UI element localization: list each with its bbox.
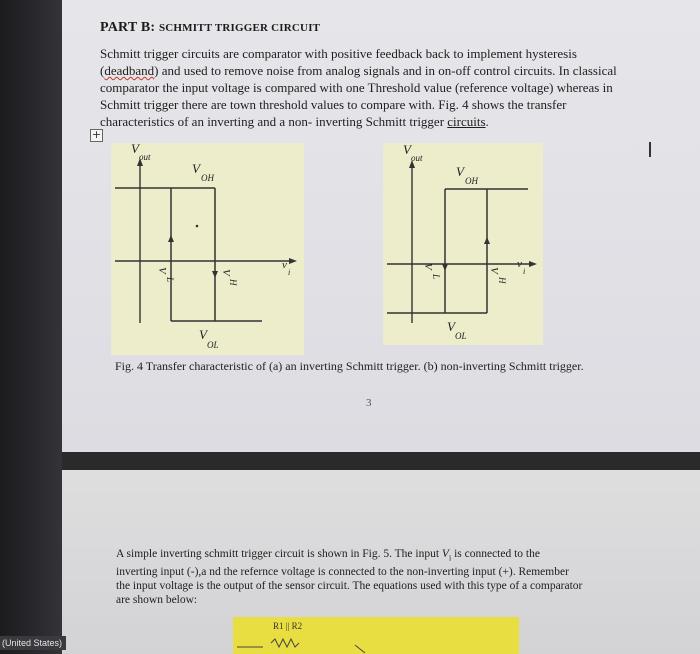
para1-line-2 [100,62,652,79]
figure-b-vi-label: v [517,258,522,270]
figure-b-vl-label: V [422,263,434,270]
circuit-opamp-edge [355,645,365,653]
para1-l5a: characteristics of an inverting and a non- inverting Schmitt trigger [100,114,448,129]
figure-a-vi-label: v [282,259,287,271]
status-region-label: (United States) [0,636,66,650]
figure-b-vl-sub: L [431,274,441,280]
para2-vi-sub: i [448,553,452,563]
text-cursor [649,142,651,157]
para2-vi: V [441,548,449,560]
para2-line-2: inverting input (-),a nd the refernce voltage is connected to the non-inverting input (+). Remember [116,566,569,579]
figure-b-vi-sub: i [523,267,526,276]
figure-a-vh-label: V [220,269,232,276]
misspelled-word: deadband [104,63,155,78]
figure-a-vol-label: V [199,327,207,342]
figure-b-vol-label: V [447,319,455,334]
paragraph-1 [100,45,652,130]
figure-caption: Fig. 4 Transfer characteristic of (a) an inverting Schmitt trigger. (b) non-inverting Schmitt trigger. [115,359,584,373]
resistor-symbol [271,639,299,647]
figure-a-vout-label: V [131,143,139,156]
circuit-resistor-label: R1 || R2 [273,621,303,631]
figure-a-vout-sub: out [139,152,151,162]
para1-l5c: . [485,114,489,129]
para2-line-3: the input voltage is the output of the sensor circuit. The equations used with this type of a comparator [116,580,583,593]
paragraph-2 [116,547,636,607]
para2-l1a: A simple inverting schmitt trigger circuit is shown in Fig. 5. The input [116,548,442,560]
section-heading [100,20,320,36]
page-gap [62,452,700,470]
figure-b-vh-label: V [488,267,500,274]
figure-b-non-inverting [383,143,543,345]
figure-a-voh-label: V [192,161,200,176]
para1-line-4: Schmitt trigger there are town threshold values to compare with. Fig. 4 shows the transfer [100,97,567,112]
heading-title: SCHMITT TRIGGER CIRCUIT [158,22,321,34]
page-number: 3 [366,397,372,409]
figure-a-vl-label: V [156,267,168,274]
para2-l1d: is connected to the [451,548,540,560]
figure-a-vl-sub: L [165,277,175,283]
circuit-fragment [233,617,519,654]
figure-a-vh-sub: H [228,279,238,286]
heading-prefix: PART B: [100,20,156,35]
para2-line-4: are shown below: [116,594,198,607]
para2-line-1 [116,547,636,565]
para1-l2c: ) and used to remove noise from analog signals and in on-off control circuits. In classical [154,63,617,78]
figure-a-vol-sub: OL [207,340,219,350]
para1-line-5 [100,113,652,130]
figure-b-voh-label: V [456,164,464,179]
figure-a-inverting [111,143,304,355]
figure-b-vh-sub: H [497,277,507,284]
underlined-word: circuits [447,114,486,129]
figure-b-voh-sub: OH [465,176,478,186]
figure-a-dot [196,225,199,228]
figure-b-vol-sub: OL [455,331,467,341]
para1-l2a: ( [100,63,105,78]
figure-b-vout-sub: out [411,153,423,163]
figure-a-voh-sub: OH [201,173,214,183]
figure-a-vi-sub: i [288,268,291,277]
para1-line-1: Schmitt trigger circuits are comparator with positive feedback back to implement hysteresis [100,46,577,61]
para1-line-3: comparator the input voltage is compared with one Threshold value (reference voltage) whereas in [100,80,613,95]
figure-b-vout-label: V [403,143,411,157]
expand-icon[interactable]: + [91,128,102,141]
left-dark-region [0,0,62,654]
